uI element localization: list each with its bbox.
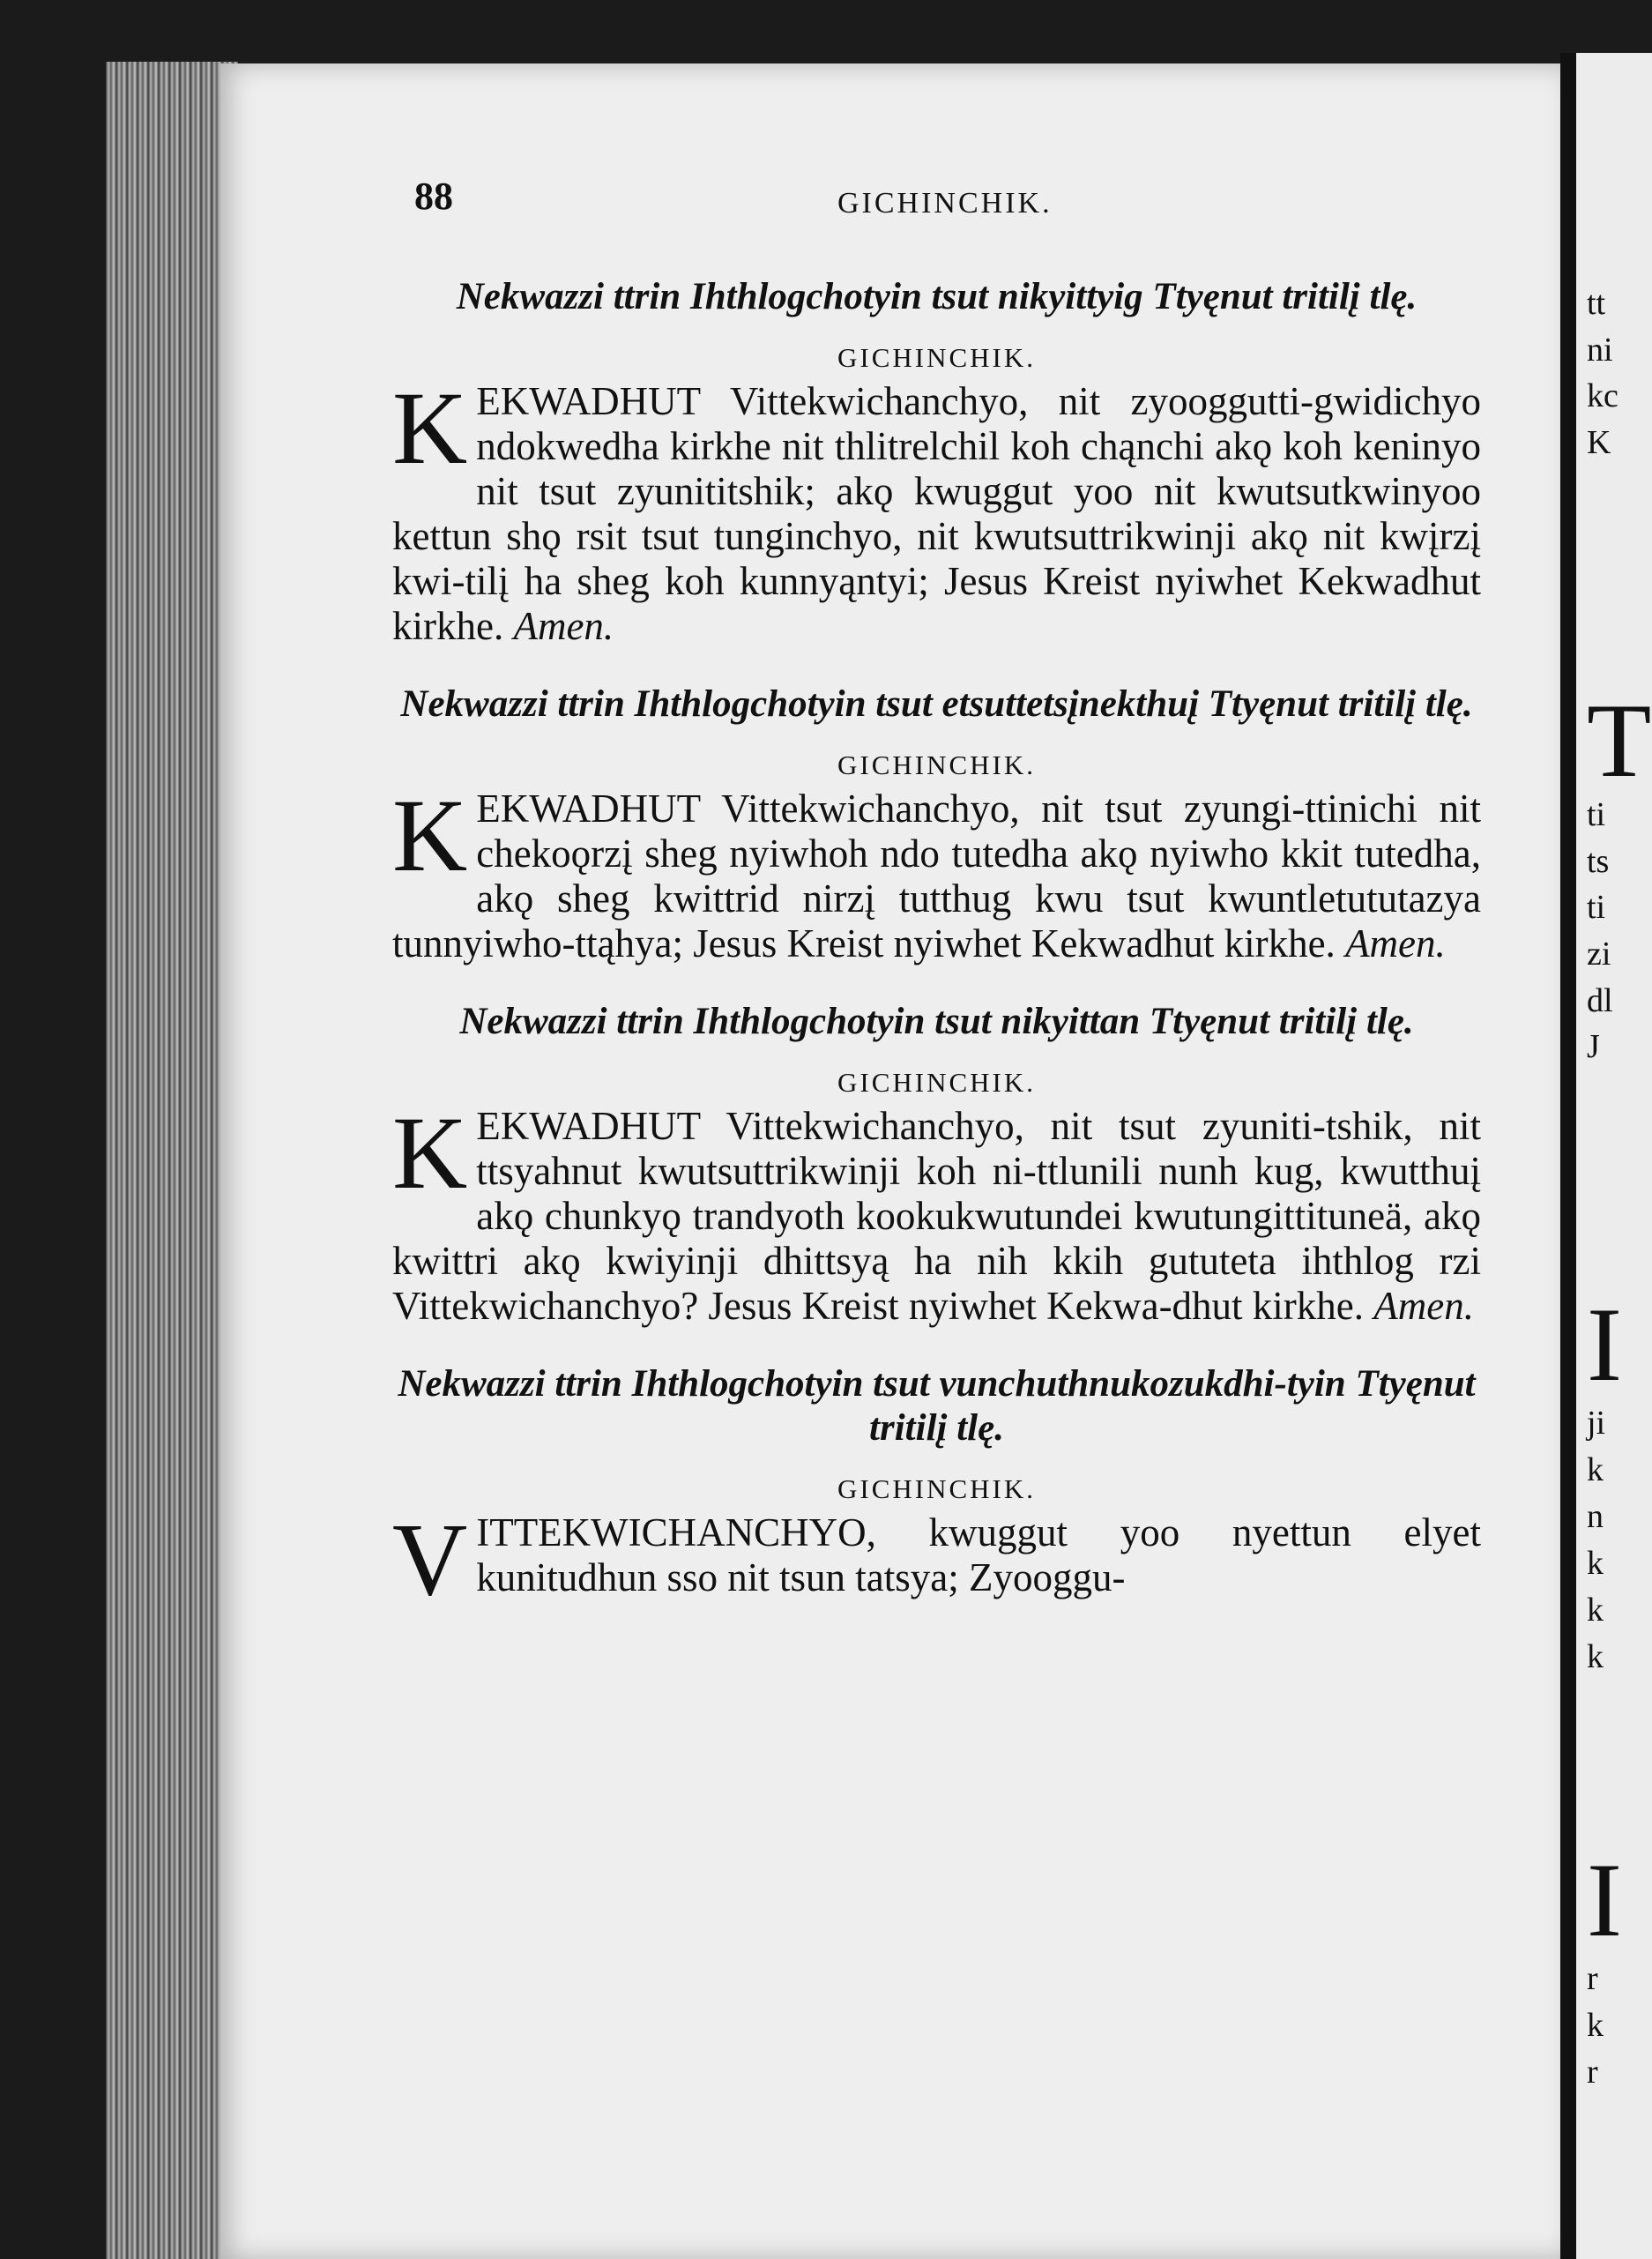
facing-text-fragment: n	[1587, 1498, 1604, 1535]
facing-text-fragment: dl	[1587, 982, 1613, 1019]
prayer-section	[392, 682, 1481, 966]
facing-text-fragment: J	[1587, 1028, 1600, 1065]
prayer-text	[392, 1095, 1481, 1329]
drop-cap: K	[392, 370, 468, 486]
book-gutter	[1560, 53, 1576, 2259]
section-rubric: Nekwazzi ttrin Ihthlogchotyin tsut etsuttetsįnekthuį Ttyęnut tritilį tlę.	[400, 683, 1473, 725]
facing-text-fragment: ts	[1587, 843, 1610, 880]
prayer-body: ITTEKWICHANCHYO, kwuggut yoo nyettun elyet kunitudhun sso nit tsun tatsya; Zyooggu-	[476, 1510, 1481, 1599]
facing-page	[1576, 53, 1652, 2259]
facing-text-fragment: ni	[1587, 332, 1613, 369]
facing-text-fragment: r	[1587, 1960, 1598, 1997]
facing-text-fragment: ti	[1587, 889, 1606, 926]
drop-cap: K	[392, 1095, 468, 1211]
prayer-section	[392, 1000, 1481, 1329]
facing-text-fragment: zi	[1587, 936, 1611, 973]
amen: Amen.	[1373, 1284, 1474, 1328]
section-rubric: Nekwazzi ttrin Ihthlogchotyin tsut nikyittan Ttyęnut tritilį tlę.	[459, 1001, 1414, 1042]
facing-drop-cap: I	[1587, 1841, 1622, 1958]
section-heading: GICHINCHIK.	[837, 1067, 1036, 1098]
section-heading: GICHINCHIK.	[837, 1473, 1036, 1504]
prayer-text	[392, 778, 1481, 966]
prayer-body: EKWADHUT Vittekwichanchyo, nit zyooggutti-gwidichyo ndokwedha kirkhe nit thlitrelchil koh chąnchi akǫ koh keninyo nit tsut zyunititshik; akǫ kwuggut yoo nit kwutsutkwinyoo kettun shǫ rsit tsut tunginchyo, nit kwutsuttrikwinji akǫ nit kwįrzį kwi-tilį ha sheg koh kunnyąntyi; Jesus Kreist nyiwhet Kekwadhut kirkhe.	[392, 379, 1481, 648]
section-heading: GICHINCHIK.	[837, 749, 1036, 780]
running-head: GICHINCHIK.	[837, 187, 1053, 220]
facing-text-fragment: k	[1587, 1545, 1604, 1582]
facing-text-fragment: k	[1587, 1592, 1604, 1629]
facing-text-fragment: kc	[1587, 377, 1619, 414]
amen: Amen.	[1345, 921, 1446, 965]
facing-text-fragment: k	[1587, 2007, 1604, 2044]
page-content	[392, 275, 1481, 1634]
book-page	[220, 63, 1565, 2259]
section-heading: GICHINCHIK.	[837, 342, 1036, 373]
facing-text-fragment: k	[1587, 1451, 1604, 1488]
prayer-text	[392, 370, 1481, 649]
facing-text-fragment: ji	[1587, 1405, 1606, 1442]
section-rubric: Nekwazzi ttrin Ihthlogchotyin tsut vunchuthnukozukdhi-tyin Ttyęnut tritilį tlę.	[398, 1363, 1476, 1449]
drop-cap: V	[392, 1502, 468, 1617]
page-number: 88	[414, 175, 453, 218]
amen: Amen.	[513, 604, 614, 648]
facing-text-fragment: ti	[1587, 796, 1606, 833]
prayer-section	[392, 275, 1481, 649]
facing-text-fragment: tt	[1587, 285, 1606, 322]
prayer-body: EKWADHUT Vittekwichanchyo, nit tsut zyuniti-tshik, nit ttsyahnut kwutsuttrikwinji koh ni-ttlunili nunh kug, kwutthuį akǫ chunkyǫ trandyoth kookukwutundei kwutungittituneä, akǫ kwittri akǫ kwiyinji dhittsyą ha nih kkih gututeta ihthlog rzi Vittekwichanchyo? Jesus Kreist nyiwhet Kekwa-dhut kirkhe.	[392, 1104, 1481, 1328]
facing-text-fragment: r	[1587, 2054, 1598, 2091]
facing-drop-cap: I	[1587, 1286, 1622, 1403]
facing-text-fragment: K	[1587, 424, 1611, 461]
prayer-text	[392, 1502, 1481, 1617]
prayer-section	[392, 1362, 1481, 1617]
drop-cap: K	[392, 778, 468, 893]
section-rubric: Nekwazzi ttrin Ihthlogchotyin tsut nikyittyig Ttyęnut tritilį tlę.	[456, 276, 1418, 317]
book-page-edges	[106, 62, 238, 2259]
facing-drop-cap: T	[1587, 682, 1652, 799]
facing-text-fragment: k	[1587, 1638, 1604, 1675]
prayer-body: EKWADHUT Vittekwichanchyo, nit tsut zyungi-ttinichi nit chekoǫrzį sheg nyiwhoh ndo tutedha akǫ nyiwho kkit tutedha, akǫ sheg kwittrid nirzį tutthug kwu tsut kwuntletututazya tunnyiwho-ttąhya; Jesus Kreist nyiwhet Kekwadhut kirkhe.	[392, 787, 1481, 965]
